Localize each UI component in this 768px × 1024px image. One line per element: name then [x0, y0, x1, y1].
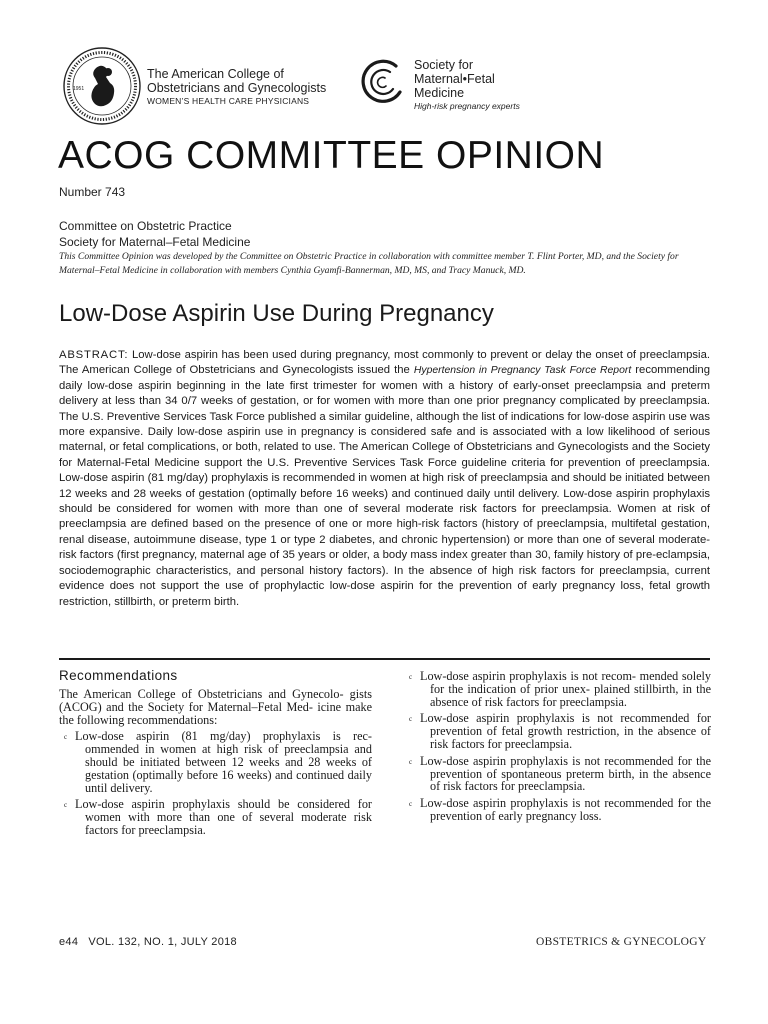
- abstract-text-part1: Low-dose aspirin has been used during pregnancy, most commonly to prevent or delay the onset of preeclampsia. The American College of Obstetricians and Gynecologists issued the: [59, 349, 710, 377]
- svg-text:1951: 1951: [73, 86, 85, 92]
- footer-journal-name: OBSTETRICS & GYNECOLOGY: [536, 936, 707, 948]
- smfm-tagline: High-risk pregnancy experts: [414, 101, 520, 111]
- acog-tagline: WOMEN’S HEALTH CARE PHYSICIANS: [147, 96, 310, 106]
- recommendation-text: Low-dose aspirin (81 mg/day) prophylaxis is rec- ommended in women at high risk of preeclampsia and should be initiated between 12 weeks and 28 weeks of gestation (optimally before 16 weeks) and continued daily until delivery.: [75, 729, 372, 795]
- recommendation-item: [59, 730, 372, 794]
- bullet-icon: c: [64, 801, 68, 810]
- article-title: Low-Dose Aspirin Use During Pregnancy: [59, 300, 494, 327]
- recommendation-text: Low-dose aspirin prophylaxis is not recom- mended solely for the indication of prior unex- plained stillbirth, in the absence of risk factors for preeclampsia.: [420, 669, 711, 709]
- smfm-name-line2: Maternal•Fetal: [414, 72, 495, 86]
- acog-name-line2: Obstetricians and Gynecologists: [147, 81, 327, 95]
- recommendation-item: [404, 797, 711, 823]
- recommendations-left-column: [59, 688, 372, 837]
- committee-line2: Society for Maternal–Fetal Medicine: [59, 234, 251, 249]
- smfm-name-line1: Society for: [414, 58, 474, 72]
- abstract-label: ABSTRACT:: [59, 349, 129, 361]
- smfm-name-block: [414, 58, 520, 113]
- authorship-credit: This Committee Opinion was developed by the Committee on Obstetric Practice in collaboration with committee member T. Flint Porter, MD, and the Society for Maternal–Fetal Medicine in collaboration with members Cynthia Gyamfi-Bannerman, MD, MS, and Tracy Manuck, MD.: [59, 251, 679, 276]
- acog-seal-logo: [62, 46, 142, 126]
- bullet-icon: c: [64, 733, 68, 742]
- committee-block: [59, 219, 250, 250]
- recommendation-item: [59, 798, 372, 836]
- recommendations-intro: The American College of Obstetricians and Gynecolo- gists (ACOG) and the Society for Maternal–Fetal Med- icine make the following recommendations:: [59, 687, 372, 727]
- smfm-logo-mark: [356, 56, 408, 108]
- document-number: Number 743: [59, 185, 126, 199]
- abstract-paragraph: [59, 348, 710, 610]
- smfm-name-line3: Medicine: [414, 86, 465, 100]
- bullet-icon: c: [409, 673, 413, 681]
- recommendations-heading: Recommendations: [59, 668, 178, 683]
- document-title: ACOG COMMITTEE OPINION: [58, 134, 605, 177]
- recommendation-text: Low-dose aspirin prophylaxis is not recommended for the prevention of spontaneous preterm birth, in the absence of risk factors for preeclampsia.: [420, 753, 711, 794]
- bullet-icon: c: [409, 715, 413, 724]
- footer-citation: e44 VOL. 132, NO. 1, JULY 2018: [59, 936, 237, 948]
- recommendation-item: [404, 670, 711, 708]
- acog-name-block: [147, 67, 326, 107]
- acog-name-line1: The American College of: [147, 67, 284, 81]
- committee-line1: Committee on Obstetric Practice: [59, 219, 232, 233]
- recommendation-item: [404, 712, 711, 750]
- recommendation-text: Low-dose aspirin prophylaxis is not recommended for prevention of fetal growth restriction, in the absence of risk factors for preeclampsia.: [420, 711, 711, 751]
- section-divider: [59, 658, 710, 660]
- recommendation-item: [404, 755, 711, 793]
- recommendations-right-column: [404, 670, 711, 823]
- bullet-icon: c: [409, 800, 413, 809]
- bullet-icon: c: [409, 757, 413, 766]
- abstract-report-title: Hypertension in Pregnancy Task Force Report: [413, 365, 632, 377]
- recommendation-text: Low-dose aspirin prophylaxis should be considered for women with more than one of several moderate risk factors for preeclampsia.: [75, 797, 372, 837]
- recommendation-text: Low-dose aspirin prophylaxis is not recommended for the prevention of early pregnancy loss.: [420, 796, 711, 823]
- abstract-text-part2: recommending daily low-dose aspirin beginning in the late first trimester for women with a history of early-onset preeclampsia and preterm delivery at less than 34 0/7 weeks of gestation, or for women with more than one prior pregnancy complicated by preeclampsia. The U.S. Preventive Services Task Force published a similar guideline, although the list of indications for low-dose aspirin use was more expansive. Daily low-dose aspirin use in pregnancy is considered safe and is associated with a low likelihood of serious maternal, or fetal complications, or both, related to use. The American College of Obstetricians and Gynecologists and the Society for Maternal-Fetal Medicine support the U.S. Preventive Services Task Force guideline criteria for prevention of preeclampsia. Low-dose aspirin (81 mg/day) prophylaxis is recommended in women at high risk of preeclampsia and should be initiated between 12 weeks and 28 weeks of gestation (optimally before 16 weeks) and continued daily until delivery. Low-dose aspirin prophylaxis should be considered for women with more than one of several moderate risk factors for preeclampsia. Women at risk of preeclampsia are defined based on the presence of one or more high-risk factors (history of preeclampsia, multifetal gestation, renal disease, autoimmune disease, type 1 or type 2 diabetes, and chronic hypertension) or more than one of several moderate-risk factors (first pregnancy, maternal age of 35 years or older, a body mass index greater than 30, family history of pre-eclampsia, sociodemographic characteristics, and personal history factors). In the absence of high risk factors for preeclampsia, current evidence does not support the use of prophylactic low-dose aspirin for the prevention of early pregnancy loss, fetal growth restriction, stillbirth, or preterm birth.: [59, 364, 710, 608]
